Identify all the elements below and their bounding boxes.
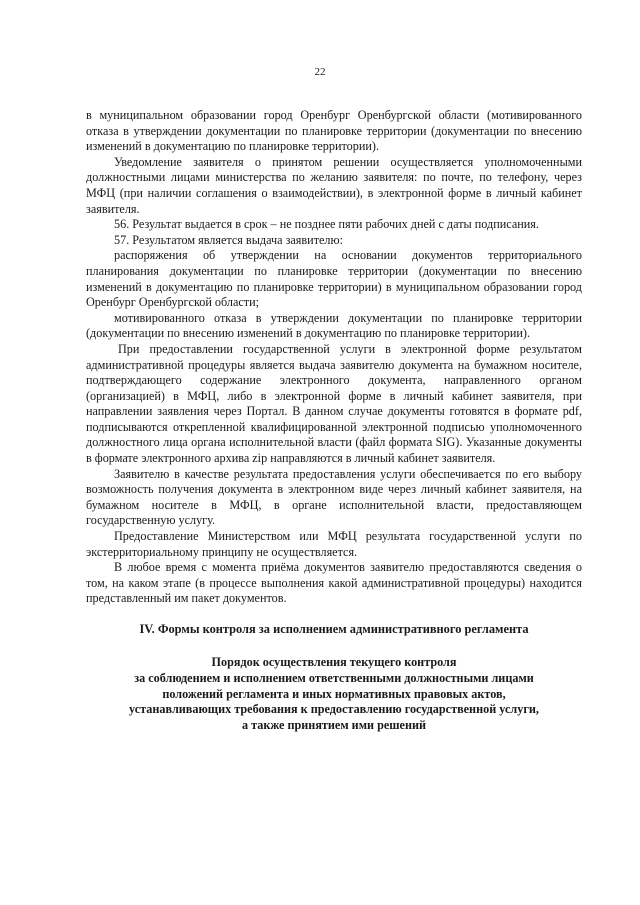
section-heading: IV. Формы контроля за исполнением административного регламента [139, 622, 529, 636]
paragraph-continuation: в муниципальном образовании город Оренбург Оренбургской области (мотивированного отказа в утверждении документации по планировке территории (документации по внесению изменений в документацию по планировке территории). [86, 108, 582, 154]
document-body [86, 108, 582, 734]
paragraph-result-order: распоряжения об утверждении на основании документов территориального планирования документации по планировке территории (документации по внесению изменений в документацию по планировке территории) в муниципальном образовании город Оренбург Оренбургской области; [86, 248, 582, 310]
subheading-line: а также принятием ими решений [241, 718, 427, 733]
subheading-line: устанавливающих требования к предоставлению государственной услуги, [129, 702, 539, 717]
subheading-line: положений регламента и иных нормативных правовых актов, [162, 686, 506, 701]
paragraph-56: 56. Результат выдается в срок – не позднее пяти рабочих дней с даты подписания. [114, 217, 539, 232]
paragraph-extraterritorial: Предоставление Министерством или МФЦ результата государственной услуги по экстерриториальному принципу не осуществляется. [86, 529, 582, 559]
paragraph-result-refusal: мотивированного отказа в утверждении документации по планировке территории (документации по внесению изменений в документацию по планировке территории). [86, 310, 582, 341]
subheading [86, 655, 582, 734]
page-number: 22 [314, 66, 326, 78]
subheading-line: Порядок осуществления текущего контроля [211, 655, 457, 669]
paragraph-electronic-form: При предоставлении государственной услуги в электронной форме результатом административной процедуры является выдача заявителю документа на бумажном носителе, подтверждающего содержание электронного документа, направленного органом (организацией) в МФЦ, либо в электронной форме в личный кабинет заявителя, при направлении заявления через Портал. В данном случае документы готовятся в формате pdf, подписываются открепленной квалифицированной электронной подписью уполномоченного должностного лица органа исполнительной власти (файл формата SIG). Указанные документы в формате электронного архива zip направляются в личный кабинет заявителя. [86, 341, 582, 466]
subheading-line: за соблюдением и исполнением ответственными должностными лицами [134, 670, 534, 685]
paragraph-status-info: В любое время с момента приёма документов заявителю предоставляются сведения о том, на каком этапе (в процессе выполнения какой административной процедуры) находится представленный им пакет документов. [86, 560, 582, 606]
paragraph-applicant-choice: Заявителю в качестве результата предоставления услуги обеспечивается по его выбору возможность получения документа в электронном виде через личный кабинет заявителя, на бумажном носителе в МФЦ, в органе исполнительной власти, предоставляющем государственную услугу. [86, 466, 582, 528]
paragraph-57: 57. Результатом является выдача заявителю: [114, 232, 344, 247]
paragraph-notification: Уведомление заявителя о принятом решении осуществляется уполномоченными должностными лицами министерства по желанию заявителя: по почте, по телефону, через МФЦ (при наличии соглашения о взаимодействии), в электронной форме в личный кабинет заявителя. [86, 154, 582, 216]
